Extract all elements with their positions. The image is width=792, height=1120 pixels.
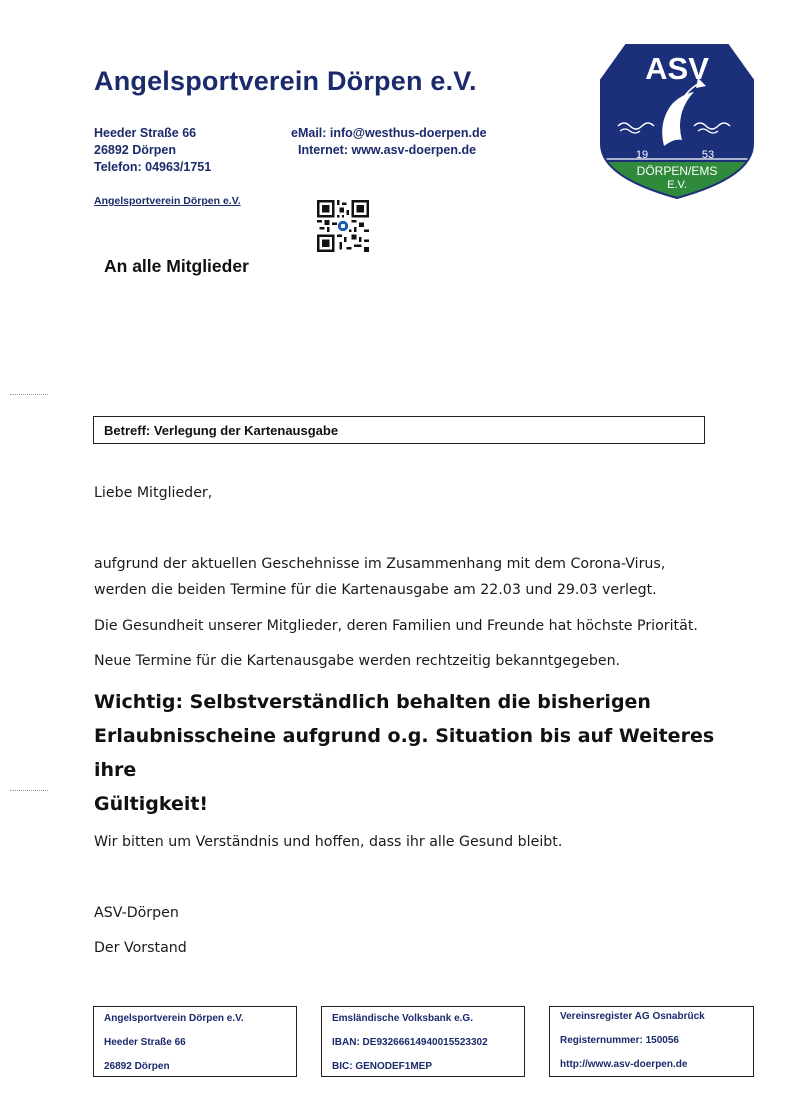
footer-bank-name: Emsländische Volksbank e.G. — [332, 1013, 473, 1024]
logo-asv-text: ASV — [645, 51, 709, 86]
footer-street: Heeder Straße 66 — [104, 1037, 186, 1048]
online-contact-block — [291, 125, 487, 159]
salutation: Liebe Mitglieder, — [94, 485, 213, 501]
phone-number: Telefon: 04963/1751 — [94, 160, 212, 174]
paragraph-2: Die Gesundheit unserer Mitglieder, deren Familien und Freunde hat höchste Priorität. — [94, 618, 698, 634]
signature-club: ASV-Dörpen — [94, 905, 179, 921]
important-notice — [94, 685, 734, 821]
logo-year-right: 53 — [701, 149, 715, 161]
footer-iban: IBAN: DE93266614940015523302 — [332, 1037, 488, 1048]
footer-website[interactable]: http://www.asv-doerpen.de — [560, 1059, 688, 1070]
sender-return-line: Angelsportverein Dörpen e.V. — [94, 195, 241, 207]
important-line-1: Wichtig: Selbstverständlich behalten die bisherigen — [94, 691, 651, 713]
address-street: Heeder Straße 66 — [94, 126, 197, 140]
logo-suffix-text: E.V. — [667, 179, 687, 191]
website-link[interactable]: Internet: www.asv-doerpen.de — [298, 143, 477, 157]
email-address[interactable]: eMail: info@westhus-doerpen.de — [291, 126, 487, 140]
footer-register-number: Registernummer: 150056 — [560, 1035, 679, 1046]
footer-city: 26892 Dörpen — [104, 1061, 170, 1072]
address-block — [94, 125, 211, 176]
important-line-3: Gültigkeit! — [94, 793, 209, 815]
fold-mark-top — [10, 394, 48, 395]
footer-bic: BIC: GENODEF1MEP — [332, 1061, 433, 1072]
important-line-2: Erlaubnisscheine aufgrund o.g. Situation bis auf Weiteres ihre — [94, 725, 715, 781]
logo-place-text: DÖRPEN/EMS — [636, 164, 718, 178]
footer-address-box — [93, 1006, 297, 1077]
qr-code-icon — [317, 200, 369, 252]
signature-board: Der Vorstand — [94, 940, 187, 956]
organization-title: Angelsportverein Dörpen e.V. — [94, 66, 477, 96]
paragraph-1-line-2: werden die beiden Termine für die Kartenausgabe am 22.03 und 29.03 verlegt. — [94, 582, 657, 598]
paragraph-3: Neue Termine für die Kartenausgabe werden rechtzeitig bekanntgegeben. — [94, 653, 621, 669]
logo-year-left: 19 — [635, 149, 649, 161]
subject-line: Betreff: Verlegung der Kartenausgabe — [104, 423, 339, 438]
fold-mark-bottom — [10, 790, 48, 791]
footer-org-name: Angelsportverein Dörpen e.V. — [104, 1013, 244, 1024]
closing-sentence: Wir bitten um Verständnis und hoffen, dass ihr alle Gesund bleibt. — [94, 834, 563, 850]
footer-register-court: Vereinsregister AG Osnabrück — [560, 1011, 705, 1022]
subject-box — [93, 416, 705, 444]
asv-club-logo — [598, 42, 756, 200]
address-city: 26892 Dörpen — [94, 143, 176, 157]
footer-bank-box — [321, 1006, 525, 1077]
footer-register-box — [549, 1006, 754, 1077]
recipient-line: An alle Mitglieder — [104, 256, 249, 276]
paragraph-1-line-1: aufgrund der aktuellen Geschehnisse im Zusammenhang mit dem Corona-Virus, — [94, 556, 666, 572]
